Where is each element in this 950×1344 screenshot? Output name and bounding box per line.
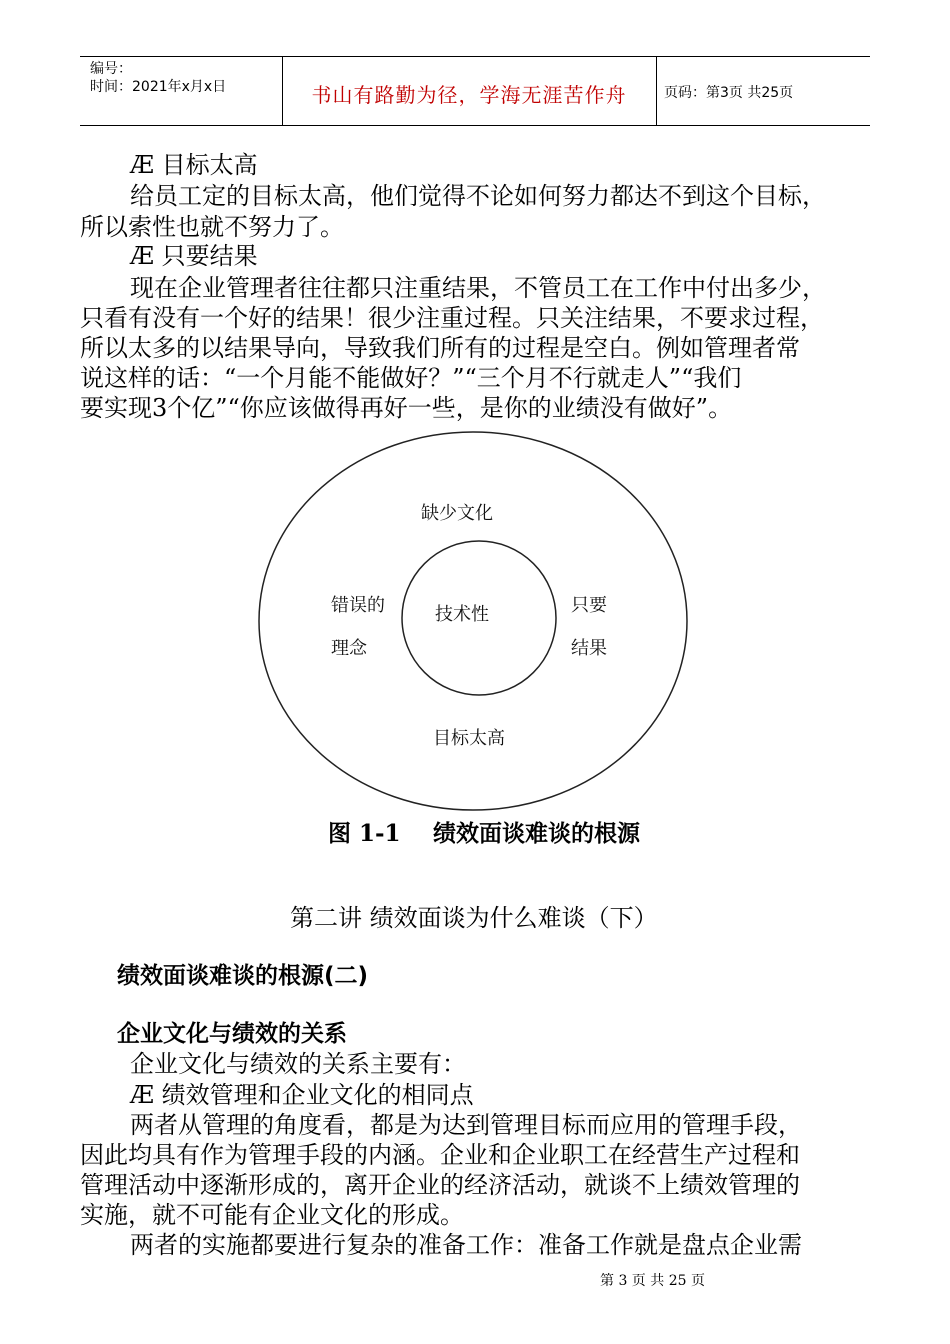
page-header xyxy=(80,56,870,126)
paragraph-line: 只看有没有一个好的结果！很少注重过程。只关注结果，不要求过程， xyxy=(80,304,824,332)
paragraph-line: 所以索性也就不努力了。 xyxy=(80,213,344,241)
header-motto: 书山有路勤为径，学海无涯苦作舟 xyxy=(311,83,627,107)
label-left-2: 理念 xyxy=(331,638,367,659)
label-right-1: 只要 xyxy=(571,595,607,616)
label-top: 缺少文化 xyxy=(421,503,493,524)
figure-title: 绩效面谈难谈的根源 xyxy=(433,820,640,847)
paragraph-line: 因此均具有作为管理手段的内涵。企业和企业职工在经营生产过程和 xyxy=(80,1141,800,1169)
paragraph-line: 管理活动中逐渐形成的，离开企业的经济活动，就谈不上绩效管理的 xyxy=(80,1171,800,1199)
concentric-diagram xyxy=(255,428,692,812)
paragraph-line: 现在企业管理者往往都只注重结果，不管员工在工作中付出多少， xyxy=(130,274,826,302)
paragraph-line: 要实现3个亿”“你应该做得再好一些，是你的业绩没有做好”。 xyxy=(80,394,733,422)
figure-number: 图 1-1 xyxy=(328,820,401,847)
paragraph-line: 说这样的话：“一个月能不能做好？”“三个月不行就走人”“我们 xyxy=(80,364,742,392)
lecture-title: 第二讲 绩效面谈为什么难谈（下） xyxy=(290,904,658,932)
paragraph-line: 实施，就不可能有企业文化的形成。 xyxy=(80,1201,464,1229)
paragraph-line: 两者从管理的角度看，都是为达到管理目标而应用的管理手段， xyxy=(130,1111,802,1139)
item-title: Æ 绩效管理和企业文化的相同点 xyxy=(130,1081,474,1109)
paragraph-line: 两者的实施都要进行复杂的准备工作：准备工作就是盘点企业需 xyxy=(130,1231,802,1259)
doc-number-label: 编号： xyxy=(90,61,132,77)
label-center: 技术性 xyxy=(435,604,489,625)
header-page-info: 页码：第3页 共25页 xyxy=(664,85,794,101)
doc-time-label: 时间：2021年x月x日 xyxy=(90,79,227,95)
header-divider xyxy=(656,57,657,125)
paragraph-line: 给员工定的目标太高，他们觉得不论如何努力都达不到这个目标， xyxy=(130,182,826,210)
item-title: Æ 只要结果 xyxy=(130,242,258,270)
page-footer: 第 3 页 共 25 页 xyxy=(600,1273,705,1289)
label-right-2: 结果 xyxy=(571,638,607,659)
paragraph-line: 企业文化与绩效的关系主要有： xyxy=(130,1050,466,1078)
section-heading: 绩效面谈难谈的根源(二) xyxy=(117,963,369,989)
paragraph-line: 所以太多的以结果导向，导致我们所有的过程是空白。例如管理者常 xyxy=(80,334,800,362)
label-left-1: 错误的 xyxy=(331,595,385,616)
item-title: Æ 目标太高 xyxy=(130,151,258,179)
section-heading: 企业文化与绩效的关系 xyxy=(117,1021,347,1047)
label-bottom: 目标太高 xyxy=(433,728,505,749)
